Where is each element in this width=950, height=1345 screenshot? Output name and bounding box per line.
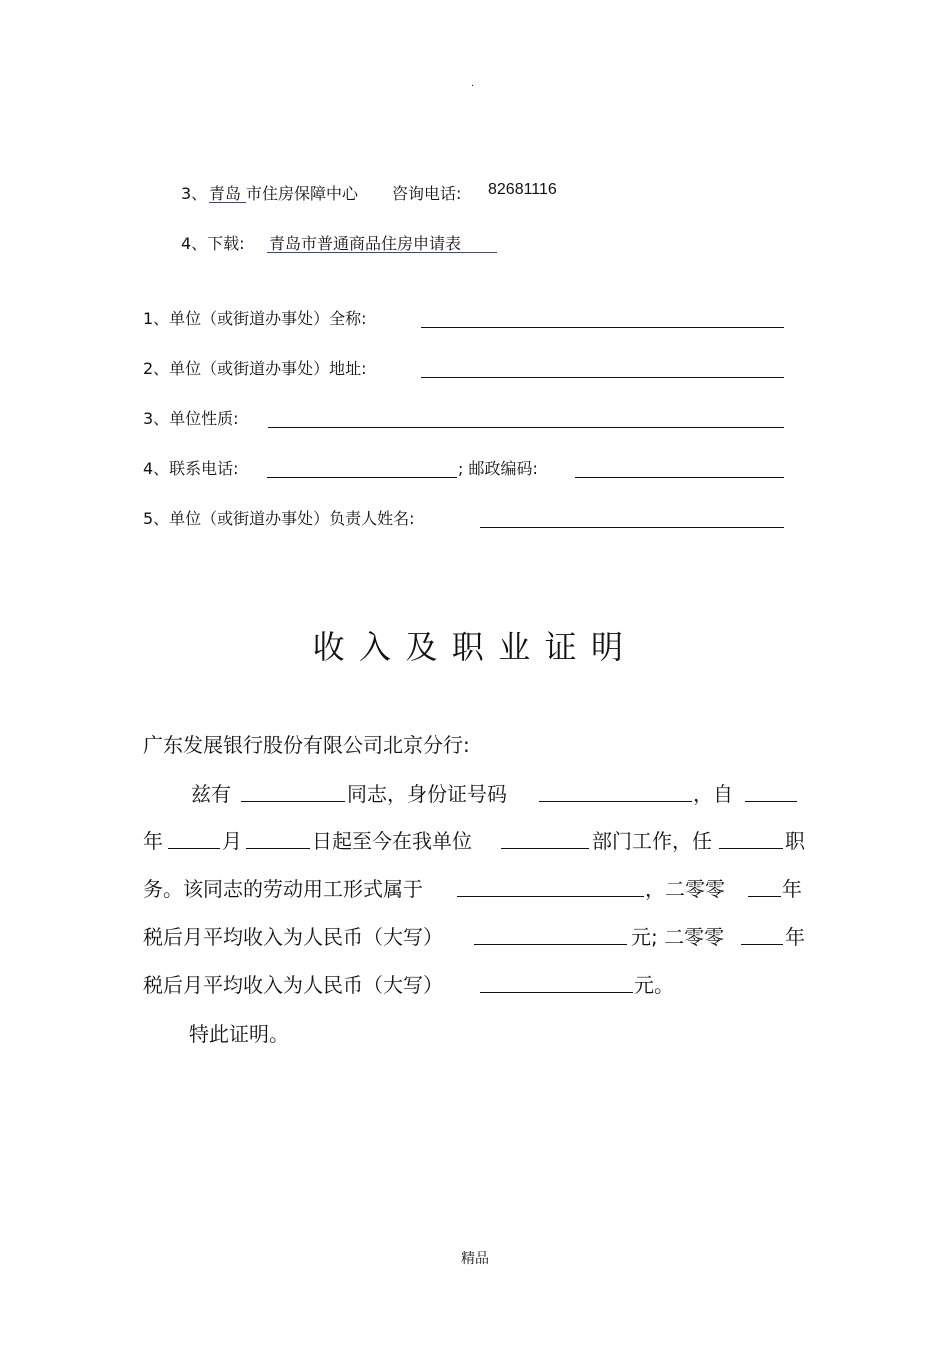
unit-address-blank[interactable] <box>421 377 784 378</box>
unit-nature-blank[interactable] <box>268 427 784 428</box>
unit-name-label: 1、单位（或街道办事处）全称: <box>143 309 367 328</box>
l1-a: 兹有 <box>191 782 231 806</box>
position-blank[interactable] <box>719 848 783 849</box>
l2-c: 日起至今在我单位 <box>312 829 472 853</box>
footer-text: 精品 <box>461 1251 489 1267</box>
note3-link[interactable]: 青岛 <box>209 184 242 203</box>
header-dot: . <box>471 78 475 89</box>
note4-prefix: 4、下载: <box>181 234 245 253</box>
income1-blank[interactable] <box>474 944 627 945</box>
l3-c: 年 <box>782 877 802 901</box>
year1-blank[interactable] <box>748 896 781 897</box>
unit-nature-label: 3、单位性质: <box>143 409 239 428</box>
certificate-title: 收入及职业证明 <box>312 628 638 666</box>
l4-c: 年 <box>785 925 805 949</box>
note3-phone: 82681116 <box>488 181 557 198</box>
phone-label: 4、联系电话: <box>143 459 239 478</box>
unit-address-label: 2、单位（或街道办事处）地址: <box>143 359 367 378</box>
addressee: 广东发展银行股份有限公司北京分行: <box>143 733 470 757</box>
comrade-name-blank[interactable] <box>241 801 345 802</box>
l2-a: 年 <box>143 829 163 853</box>
phone-blank[interactable] <box>267 477 457 478</box>
note3-text: 市住房保障中心 <box>246 184 359 203</box>
postcode-blank[interactable] <box>575 477 784 478</box>
l2-b: 月 <box>222 829 242 853</box>
income2-blank[interactable] <box>480 992 633 993</box>
department-blank[interactable] <box>501 848 589 849</box>
l4-a: 税后月平均收入为人民币（大写） <box>143 925 443 949</box>
postcode-label: ; 邮政编码: <box>458 459 538 478</box>
id-number-blank[interactable] <box>539 801 692 802</box>
start-day-blank[interactable] <box>246 848 310 849</box>
year2-blank[interactable] <box>741 944 783 945</box>
note4-download-link[interactable]: 青岛市普通商品住房申请表 <box>269 234 462 253</box>
closing: 特此证明。 <box>189 1022 289 1046</box>
l2-e: 职 <box>785 829 805 853</box>
l5-a: 税后月平均收入为人民币（大写） <box>143 973 443 997</box>
l1-c: ，自 <box>693 782 733 806</box>
note3-prefix: 3、 <box>181 184 208 203</box>
l5-b: 元。 <box>634 973 674 997</box>
note3-link-underline <box>209 202 246 203</box>
l3-b: ，二零零 <box>645 877 725 901</box>
l1-b: 同志，身份证号码 <box>347 782 507 806</box>
employment-type-blank[interactable] <box>457 896 644 897</box>
unit-name-blank[interactable] <box>421 327 784 328</box>
l3-a: 务。该同志的劳动用工形式属于 <box>143 877 423 901</box>
start-year-blank[interactable] <box>745 801 797 802</box>
l4-b: 元; 二零零 <box>631 925 725 949</box>
head-name-label: 5、单位（或街道办事处）负责人姓名: <box>143 509 415 528</box>
head-name-blank[interactable] <box>480 527 784 528</box>
start-month-blank[interactable] <box>168 848 220 849</box>
note4-link-underline <box>267 252 497 253</box>
note3-phone-label: 咨询电话: <box>392 184 462 203</box>
l2-d: 部门工作，任 <box>592 829 712 853</box>
